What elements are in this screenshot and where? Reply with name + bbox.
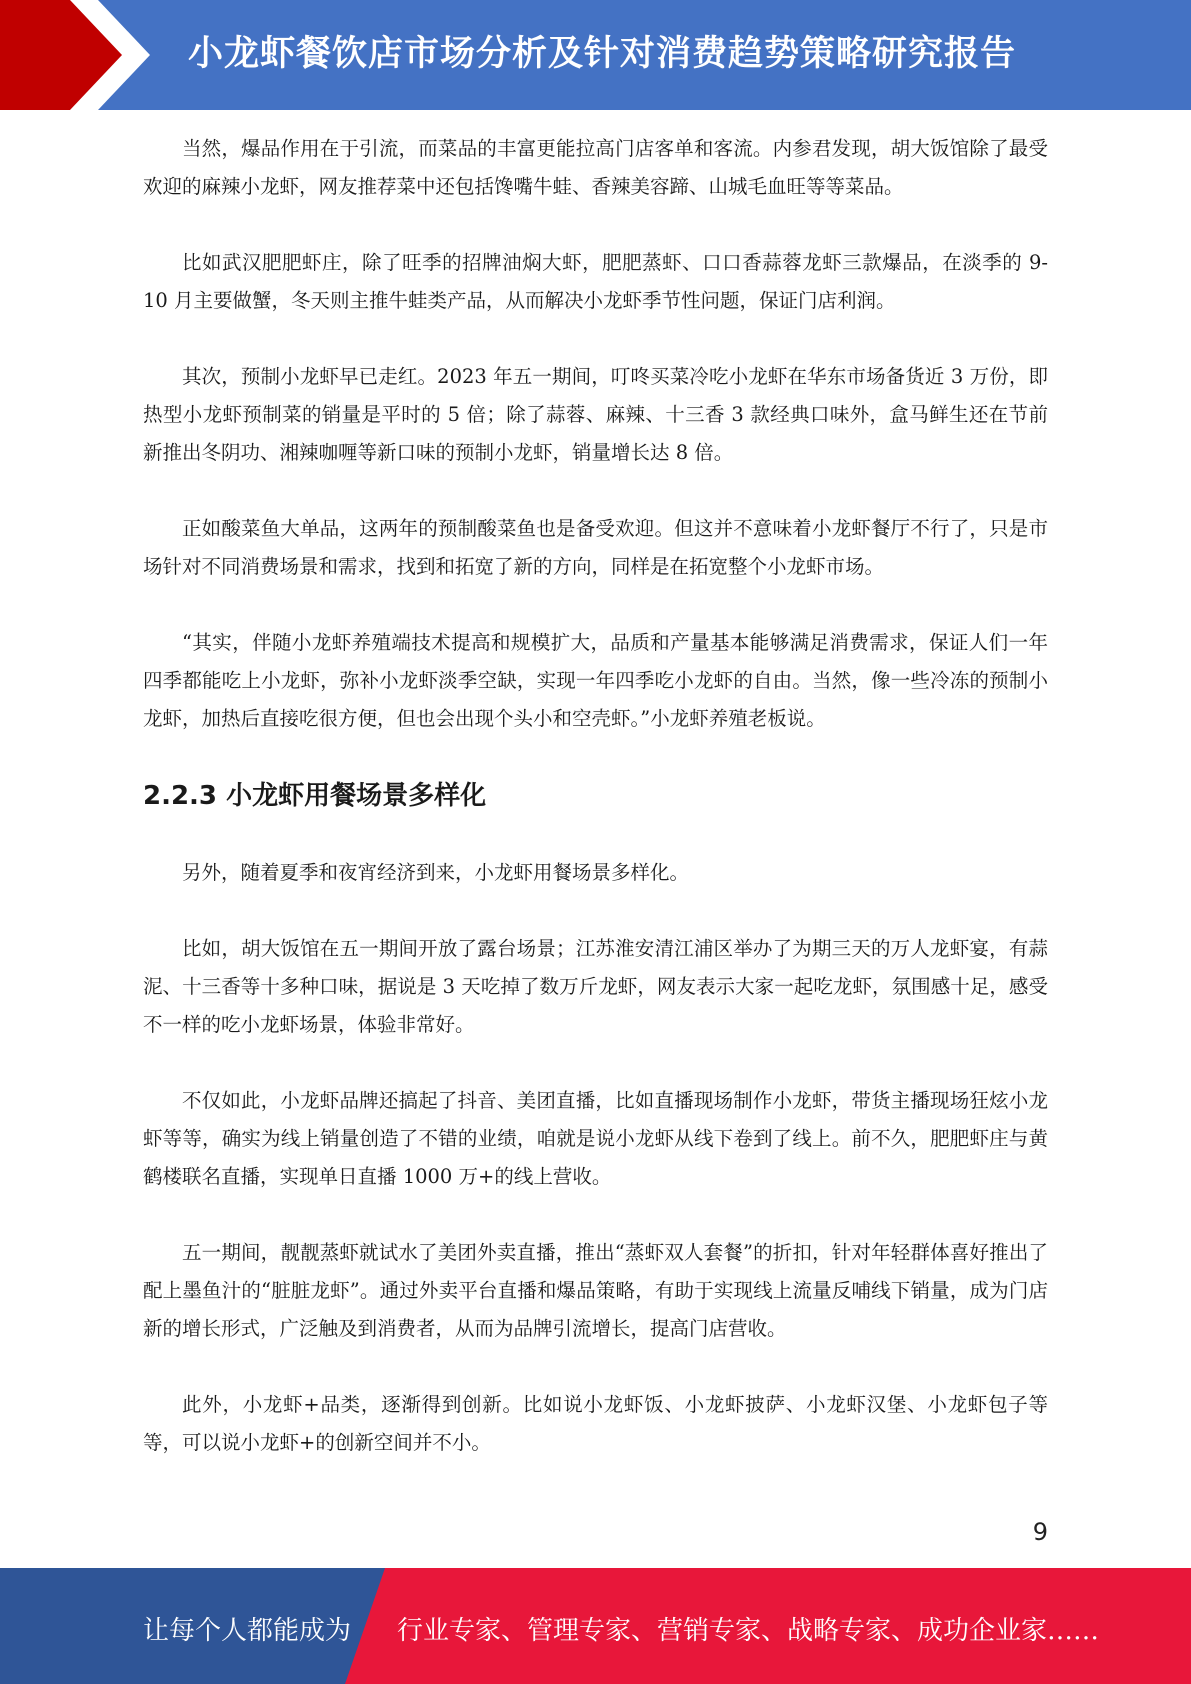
report-title: 小龙虾餐饮店市场分析及针对消费趋势策略研究报告 [188, 34, 1017, 74]
paragraph: 不仅如此，小龙虾品牌还搞起了抖音、美团直播，比如直播现场制作小龙虾，带货主播现场狂炫小龙虾等等，确实为线上销量创造了不错的业绩，咱就是说小龙虾从线下卷到了线上。前不久，肥肥虾庄与黄鹤楼联名直播，实现单日直播 1000 万+的线上营收。 [143, 1089, 1048, 1188]
paragraph: “其实，伴随小龙虾养殖端技术提高和规模扩大，品质和产量基本能够满足消费需求，保证人们一年四季都能吃上小龙虾，弥补小龙虾淡季空缺，实现一年四季吃小龙虾的自由。当然，像一些冷冻的预制小龙虾，加热后直接吃很方便，但也会出现个头小和空壳虾。”小龙虾养殖老板说。 [143, 631, 1048, 730]
paragraph: 此外，小龙虾+品类，逐渐得到创新。比如说小龙虾饭、小龙虾披萨、小龙虾汉堡、小龙虾包子等等，可以说小龙虾+的创新空间并不小。 [143, 1393, 1048, 1454]
footer-slogan-right: 行业专家、管理专家、营销专家、战略专家、成功企业家…… [397, 1616, 1100, 1646]
page-footer [0, 1568, 1191, 1684]
page-content [143, 130, 1048, 1500]
paragraph: 正如酸菜鱼大单品，这两年的预制酸菜鱼也是备受欢迎。但这并不意味着小龙虾餐厅不行了，只是市场针对不同消费场景和需求，找到和拓宽了新的方向，同样是在拓宽整个小龙虾市场。 [143, 517, 1048, 578]
footer-slogan-left: 让每个人都能成为 [143, 1616, 352, 1646]
paragraph: 比如，胡大饭馆在五一期间开放了露台场景；江苏淮安清江浦区举办了为期三天的万人龙虾宴，有蒜泥、十三香等十多种口味，据说是 3 天吃掉了数万斤龙虾，网友表示大家一起吃龙虾，氛围感十足，感受不一样的吃小龙虾场景，体验非常好。 [143, 937, 1048, 1036]
section-heading: 2.2.3 小龙虾用餐场景多样化 [143, 781, 487, 811]
paragraph: 另外，随着夏季和夜宵经济到来，小龙虾用餐场景多样化。 [182, 861, 690, 884]
paragraph: 五一期间，靓靓蒸虾就试水了美团外卖直播，推出“蒸虾双人套餐”的折扣，针对年轻群体喜好推出了配上墨鱼汁的“脏脏龙虾”。通过外卖平台直播和爆品策略，有助于实现线上流量反哺线下销量，成为门店新的增长形式，广泛触及到消费者，从而为品牌引流增长，提高门店营收。 [143, 1241, 1048, 1340]
page-header [0, 0, 1191, 110]
page-number: 9 [1032, 1518, 1048, 1546]
paragraph: 其次，预制小龙虾早已走红。2023 年五一期间，叮咚买菜冷吃小龙虾在华东市场备货近 3 万份，即热型小龙虾预制菜的销量是平时的 5 倍；除了蒜蓉、麻辣、十三香 3 款经典口味外，盒马鲜生还在节前新推出冬阴功、湘辣咖喱等新口味的预制小龙虾，销量增长达 8 倍。 [143, 365, 1048, 464]
paragraph: 比如武汉肥肥虾庄，除了旺季的招牌油焖大虾，肥肥蒸虾、口口香蒜蓉龙虾三款爆品，在淡季的 9-10 月主要做蟹，冬天则主推牛蛙类产品，从而解决小龙虾季节性问题，保证门店利润。 [143, 251, 1048, 312]
paragraph: 当然，爆品作用在于引流，而菜品的丰富更能拉高门店客单和客流。内参君发现，胡大饭馆除了最受欢迎的麻辣小龙虾，网友推荐菜中还包括馋嘴牛蛙、香辣美容蹄、山城毛血旺等等菜品。 [143, 137, 1048, 198]
header-chevron-decoration [0, 0, 160, 110]
